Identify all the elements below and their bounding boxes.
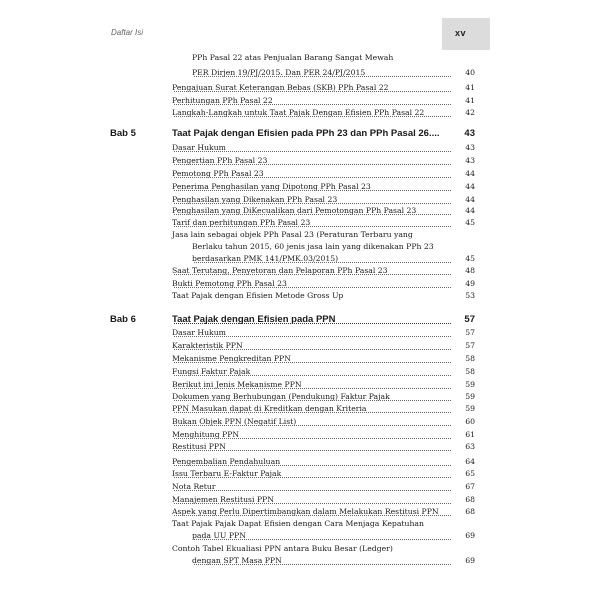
toc-entry: Pengajuan Surat Keterangan Bebas (SKB) PPh Pasal 22 41	[172, 83, 475, 92]
toc-entry: Tarif dan perhitungan PPh Pasal 23 45	[172, 218, 475, 227]
toc-page: 45	[465, 218, 475, 227]
toc-page: 43	[465, 156, 475, 165]
chapter-page: 43	[464, 128, 475, 139]
toc-entry: Pengembalian Pendahuluan 64	[172, 457, 475, 466]
toc-entry: Jasa lain sebagai objek PPh Pasal 23 (Peraturan Terbaru yang	[172, 230, 413, 239]
toc-entry: Taat Pajak Pajak Dapat Efisien dengan Cara Menjaga Kepatuhan	[172, 519, 424, 528]
toc-entry: Langkah-Langkah untuk Taat Pajak Dengan Efisien PPh Pasal 22 42	[172, 108, 475, 117]
toc-page: 68	[465, 495, 475, 504]
chapter-heading-bab-5	[110, 127, 475, 141]
toc-entry: Restitusi PPN 63	[172, 442, 475, 451]
toc-page: 59	[465, 392, 475, 401]
toc-page: 69	[465, 531, 475, 540]
toc-page: 67	[465, 482, 475, 491]
toc-page: 68	[465, 507, 475, 516]
page-number: xv	[455, 28, 467, 38]
toc-page: 65	[465, 469, 475, 478]
toc-page: 58	[465, 354, 475, 363]
toc-page: 64	[465, 457, 475, 466]
toc-entry: Dasar Hukum 43	[172, 143, 475, 152]
toc-page: 43	[465, 143, 475, 152]
toc-entry: Pemotong PPh Pasal 23 44	[172, 169, 475, 178]
toc-entry: Nota Retur 67	[172, 482, 475, 491]
toc-entry: Penerima Penghasilan yang Dipotong PPh Pasal 23 44	[172, 182, 475, 191]
toc-page: 57	[465, 328, 475, 337]
toc-entry: Berlaku tahun 2015, 60 jenis jasa lain yang dikenakan PPh 23	[192, 242, 434, 251]
toc-entry: Bukan Objek PPN (Negatif List) 60	[172, 417, 475, 426]
toc-entry: Saat Terutang, Penyetoran dan Pelaporan PPh Pasal 23 48	[172, 266, 475, 275]
toc-entry: Pengertian PPh Pasal 23 43	[172, 156, 475, 165]
toc-page: 40	[465, 68, 475, 77]
toc-entry: Fungsi Faktur Pajak 58	[172, 367, 475, 376]
toc-page: 49	[465, 279, 475, 288]
toc-page: 57	[465, 341, 475, 350]
chapter-heading-bab-6	[110, 313, 475, 327]
chapter-label: Bab 5	[110, 128, 136, 139]
toc-page: 58	[465, 367, 475, 376]
toc-page: 61	[465, 430, 475, 439]
toc-page: 59	[465, 404, 475, 413]
toc-entry: Dokumen yang Berhubungan (Pendukung) Faktur Pajak 59	[172, 392, 475, 401]
toc-entry: dengan SPT Masa PPN 69	[192, 556, 475, 565]
toc-entry: PER Dirjen 19/PJ/2015. Dan PER 24/PJ/2015 40	[192, 68, 475, 77]
toc-entry: Dasar Hukum 57	[172, 328, 475, 337]
toc-entry: pada UU PPN 69	[192, 531, 475, 540]
chapter-title: Taat Pajak dengan Efisien pada PPh 23 dan PPh Pasal 26....	[172, 128, 440, 139]
toc-page: 44	[465, 182, 475, 191]
toc-entry: Taat Pajak dengan Efisien Metode Gross Up 53	[172, 291, 475, 300]
chapter-page: 57	[464, 314, 475, 325]
toc-page: 42	[465, 108, 475, 117]
toc-page: 63	[465, 442, 475, 451]
toc-page: 48	[465, 266, 475, 275]
toc-entry: Berikut ini Jenis Mekanisme PPN 59	[172, 380, 475, 389]
toc-entry: Aspek yang Perlu Dipertimbangkan dalam Melakukan Restitusi PPN 68	[172, 507, 475, 516]
chapter-title: Taat Pajak dengan Efisien pada PPN	[172, 314, 336, 325]
toc-entry: Issu Terbaru E-Faktur Pajak 65	[172, 469, 475, 478]
chapter-label: Bab 6	[110, 314, 136, 325]
toc-entry: Menghitung PPN 61	[172, 430, 475, 439]
toc-entry: PPN Masukan dapat di Kreditkan dengan Kriteria 59	[172, 404, 475, 413]
toc-entry: Mekanisme Pengkreditan PPN 58	[172, 354, 475, 363]
toc-entry: Penghasilan yang Dikenakan PPh Pasal 23 44	[172, 195, 475, 204]
toc-page: 44	[465, 169, 475, 178]
toc-page: 44	[465, 206, 475, 215]
toc-entry: Karakteristik PPN 57	[172, 341, 475, 350]
toc-page: 69	[465, 556, 475, 565]
toc-page: 59	[465, 380, 475, 389]
running-header: Daftar Isi	[111, 28, 144, 37]
toc-page: 41	[465, 96, 475, 105]
toc-entry: Manajemen Restitusi PPN 68	[172, 495, 475, 504]
toc-entry: Penghasilan yang DiKecualikan dari Pemotongan PPh Pasal 23 44	[172, 206, 475, 215]
toc-page: 41	[465, 83, 475, 92]
toc-entry: Bukti Pemotong PPh Pasal 23 49	[172, 279, 475, 288]
toc-page: 45	[465, 254, 475, 263]
toc-page: 60	[465, 417, 475, 426]
toc-page: 44	[465, 195, 475, 204]
toc-page: 53	[465, 291, 475, 300]
toc-entry: berdasarkan PMK 141/PMK.03/2015) 45	[192, 254, 475, 263]
toc-entry: Perhitungan PPh Pasal 22 41	[172, 96, 475, 105]
toc-entry: Contoh Tabel Ekualiasi PPN antara Buku Besar (Ledger)	[172, 544, 393, 553]
toc-entry: PPh Pasal 22 atas Penjualan Barang Sangat Mewah	[192, 53, 394, 62]
